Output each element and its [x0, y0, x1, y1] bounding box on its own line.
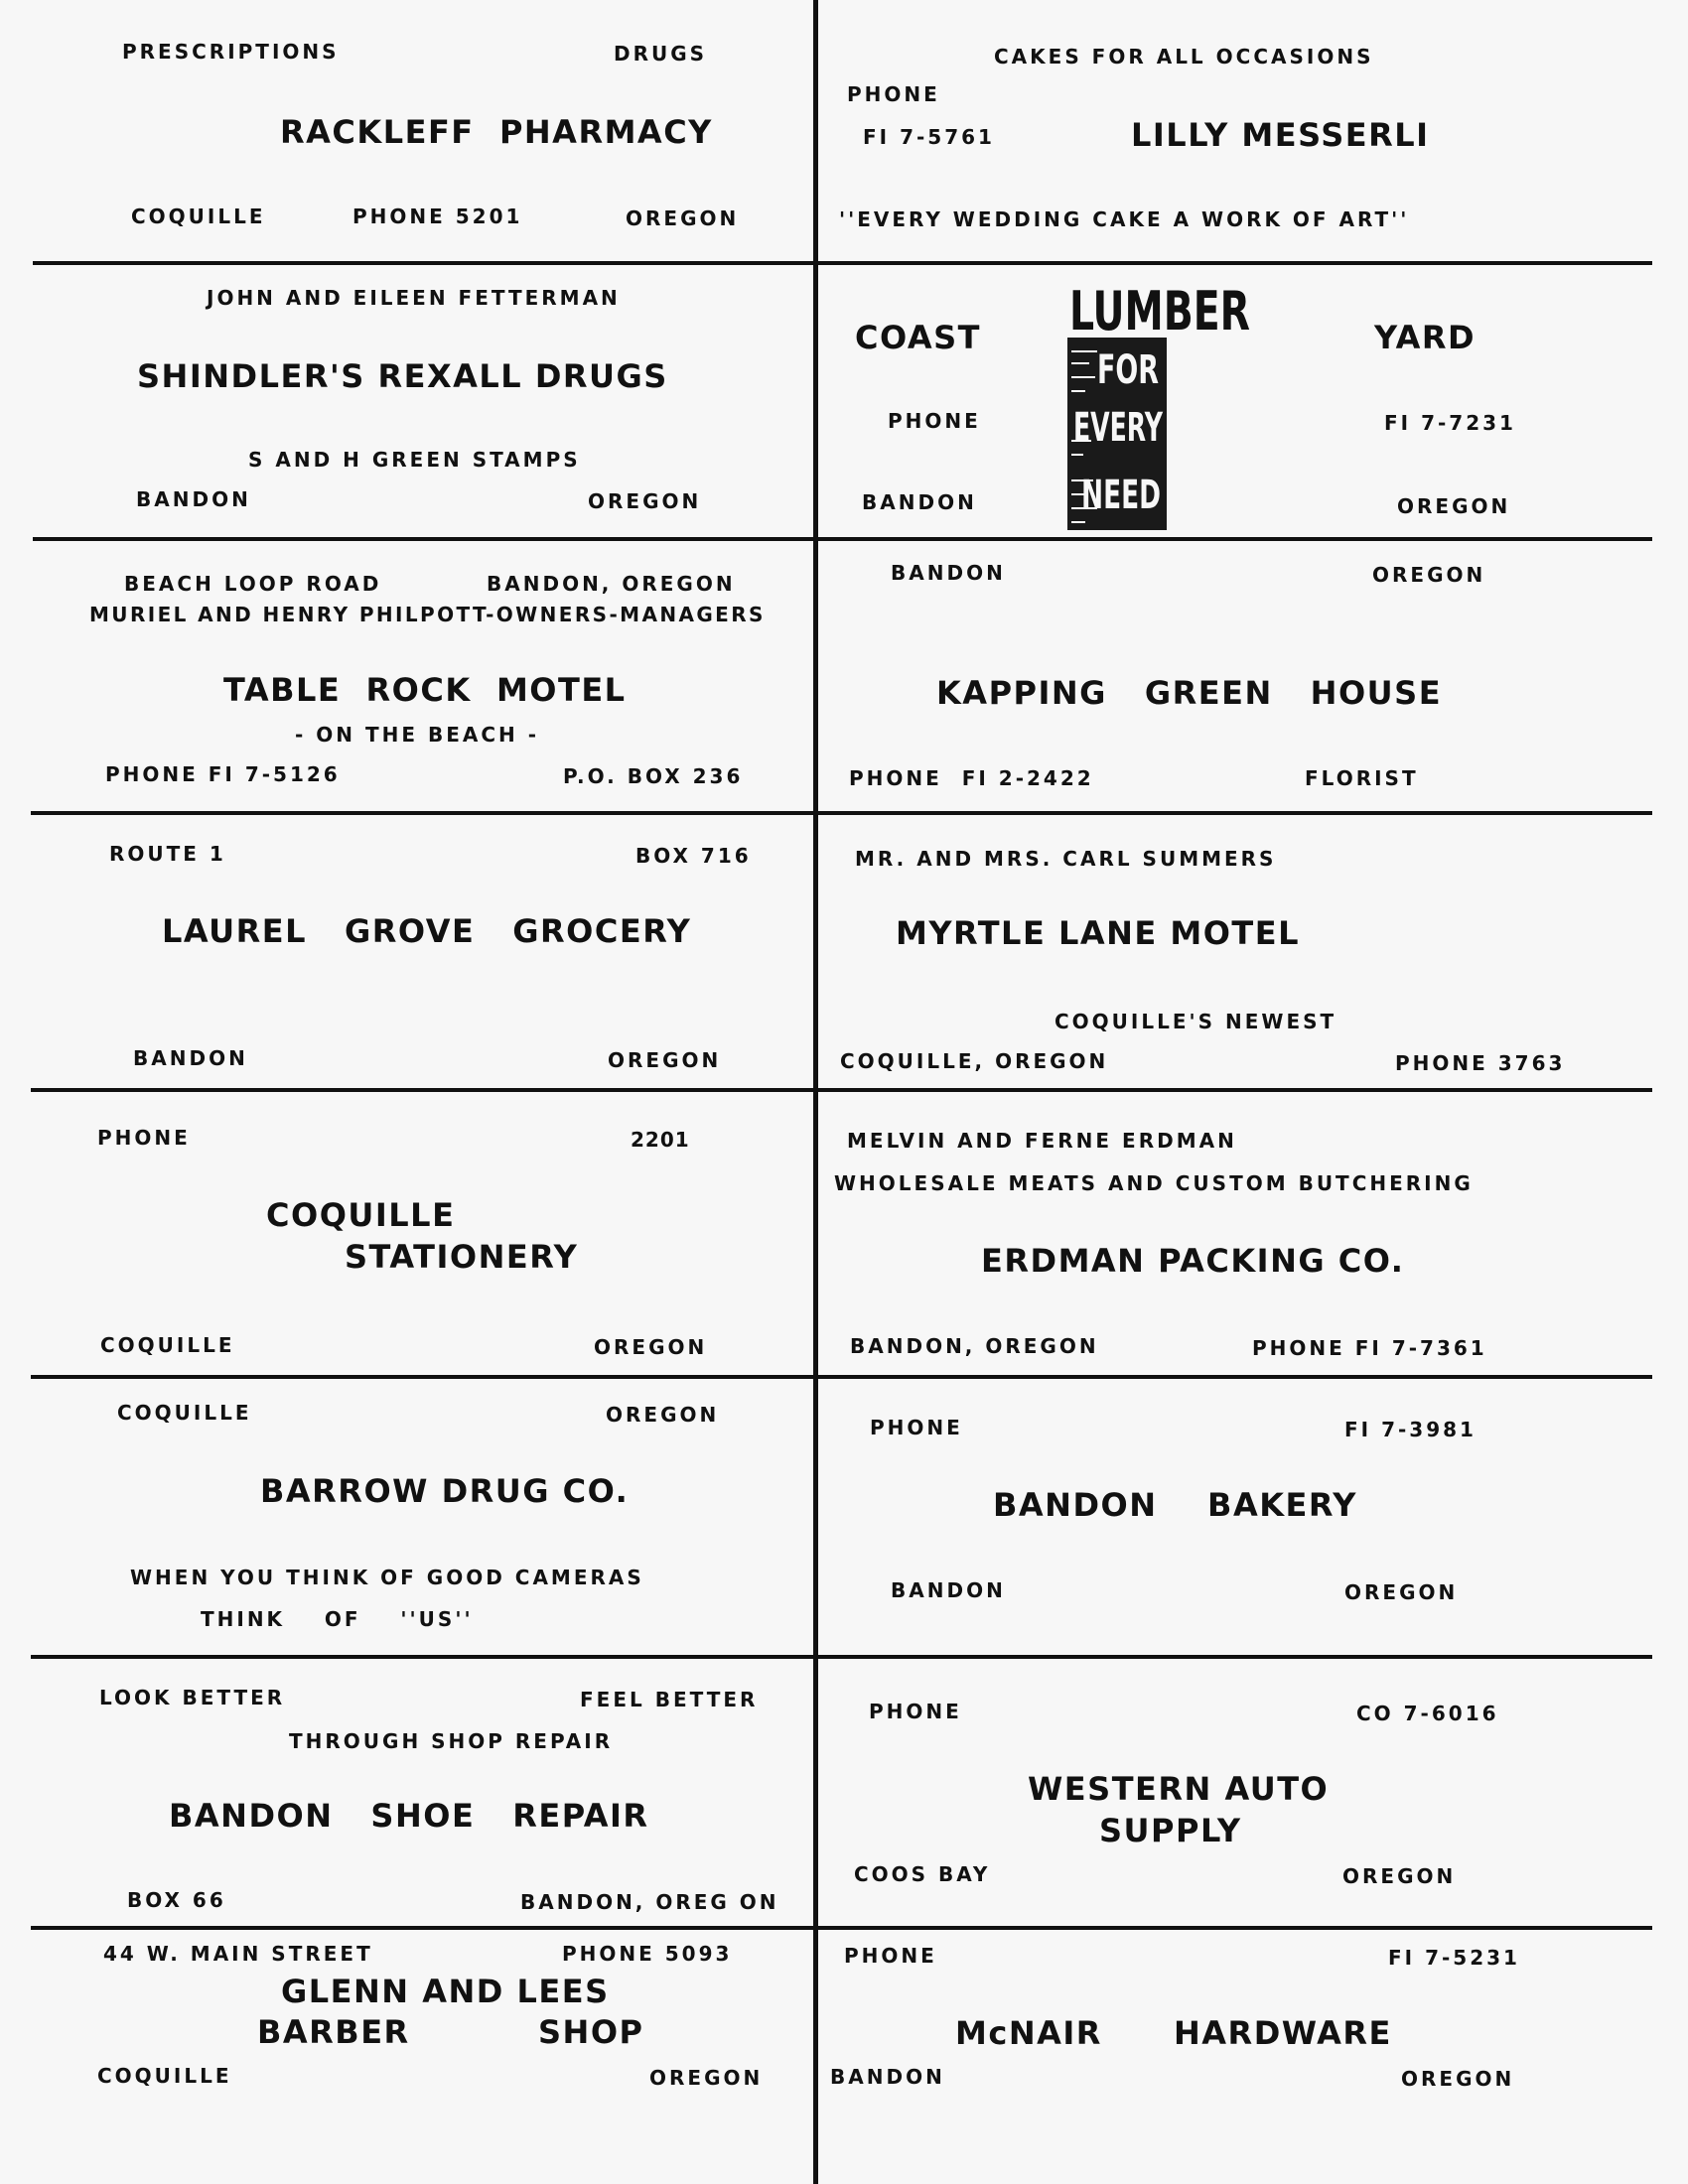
ad-city: COQUILLE: [97, 2064, 232, 2088]
ad-city-state: BANDON, OREGON: [487, 572, 736, 596]
ad-business-name: MYRTLE LANE MOTEL: [896, 914, 1300, 952]
ad-phone: PHONE 3763: [1395, 1051, 1566, 1075]
ad-business-name: SHINDLER'S REXALL DRUGS: [137, 357, 668, 395]
ad-business-name: BANDON SHOE REPAIR: [169, 1797, 649, 1835]
row-divider: [31, 1926, 1652, 1930]
ad-slogan: ''EVERY WEDDING CAKE A WORK OF ART'': [839, 207, 1410, 231]
ad-business-name: BANDON BAKERY: [993, 1486, 1357, 1524]
ad-city-state: COQUILLE, OREGON: [840, 1049, 1109, 1073]
ad-phone: PHONE FI 7-5126: [105, 762, 341, 786]
row-divider: [31, 1375, 1652, 1379]
ad-business-name: LILLY MESSERLI: [1131, 116, 1430, 154]
ad-top-right: DRUGS: [614, 42, 708, 66]
ad-state: OREGON: [594, 1335, 708, 1359]
ad-address: 44 W. MAIN STREET: [103, 1942, 373, 1966]
ad-phone: 2201: [631, 1128, 690, 1152]
ad-phone-label: PHONE: [869, 1700, 962, 1723]
ad-phone: PHONE 5093: [562, 1942, 733, 1966]
ad-business-name: TABLE ROCK MOTEL: [223, 671, 627, 709]
ad-state: OREGON: [608, 1048, 722, 1072]
ad-phone: FI 7-5761: [863, 125, 995, 149]
ad-state: OREGON: [1372, 563, 1486, 587]
ad-business-name-line1: GLENN AND LEES: [281, 1973, 610, 2010]
ad-owners: MR. AND MRS. CARL SUMMERS: [855, 847, 1277, 871]
ad-state: OREGON: [649, 2066, 764, 2090]
ad-phone: FI 7-3981: [1344, 1418, 1477, 1441]
ad-tagline: WHOLESALE MEATS AND CUSTOM BUTCHERING: [834, 1171, 1474, 1195]
ad-business-name-line2-left: BARBER: [257, 2013, 410, 2051]
ad-business-name: LAUREL GROVE GROCERY: [162, 912, 692, 950]
row-divider: [31, 811, 1652, 815]
ad-phone: PHONE FI 7-7361: [1252, 1336, 1487, 1360]
ad-city-state: BANDON, OREG ON: [520, 1890, 779, 1914]
ad-business-name-left: COAST: [855, 319, 981, 356]
ad-owners: JOHN AND EILEEN FETTERMAN: [207, 286, 621, 310]
ad-category: FLORIST: [1305, 766, 1419, 790]
ad-city: BANDON: [891, 561, 1006, 585]
ad-phone: PHONE 5201: [352, 205, 523, 228]
center-divider: [813, 0, 818, 2184]
ad-route: ROUTE 1: [109, 842, 226, 866]
ad-city: BANDON: [136, 487, 251, 511]
ad-box: BOX 716: [635, 844, 752, 868]
ad-city: BANDON: [891, 1578, 1006, 1602]
ad-tagline: - ON THE BEACH -: [295, 723, 540, 747]
ad-phone: FI 7-5231: [1388, 1946, 1520, 1970]
ad-state: OREGON: [1342, 1864, 1457, 1888]
ad-city: COQUILLE: [100, 1333, 235, 1357]
ad-slogan-left: LOOK BETTER: [99, 1686, 286, 1709]
ad-business-name-line1: COQUILLE: [266, 1196, 456, 1234]
ad-city-state: BANDON, OREGON: [850, 1334, 1099, 1358]
row-divider: [31, 1655, 1652, 1659]
ad-phone: FI 7-7231: [1384, 411, 1516, 435]
ad-address: BEACH LOOP ROAD: [124, 572, 382, 596]
ad-tagline: COQUILLE'S NEWEST: [1055, 1010, 1337, 1033]
ad-state: OREGON: [588, 489, 702, 513]
ad-city: BANDON: [133, 1046, 248, 1070]
ad-business-name-right: YARD: [1374, 319, 1477, 356]
lumber-logo-word: FOR: [1097, 347, 1159, 393]
ad-box: BOX 66: [127, 1888, 226, 1912]
ad-tagline-line2: THINK OF ''US'': [201, 1607, 474, 1631]
ad-tagline-line1: WHEN YOU THINK OF GOOD CAMERAS: [130, 1566, 644, 1589]
ad-business-name: RACKLEFF PHARMACY: [280, 113, 713, 151]
ad-business-name: ERDMAN PACKING CO.: [981, 1242, 1405, 1280]
ad-business-name-line2-right: SHOP: [538, 2013, 644, 2051]
lumber-logo-word: NEED: [1081, 473, 1161, 518]
ad-top-left: PRESCRIPTIONS: [122, 40, 340, 64]
ad-business-name-line1: WESTERN AUTO: [1028, 1770, 1330, 1808]
ad-city: BANDON: [862, 490, 977, 514]
ad-city: COQUILLE: [131, 205, 266, 228]
ad-city: COOS BAY: [854, 1862, 991, 1886]
ad-business-name-left: McNAIR: [955, 2014, 1102, 2052]
ad-phone: PHONE FI 2-2422: [849, 766, 1094, 790]
ad-business-name-line2: STATIONERY: [345, 1238, 579, 1276]
ad-city: BANDON: [830, 2065, 945, 2089]
lumber-logo-icon: [1067, 282, 1252, 532]
ad-owners: MURIEL AND HENRY PHILPOTT-OWNERS-MANAGERS: [89, 603, 766, 626]
ad-state: OREGON: [626, 206, 740, 230]
ad-business-name: KAPPING GREEN HOUSE: [936, 674, 1443, 712]
ad-state: OREGON: [1401, 2067, 1515, 2091]
ad-po-box: P.O. BOX 236: [563, 764, 744, 788]
ad-city: COQUILLE: [117, 1401, 252, 1425]
ad-business-name: BARROW DRUG CO.: [260, 1472, 630, 1510]
row-divider: [33, 537, 1652, 541]
ad-state: OREGON: [1344, 1580, 1459, 1604]
ad-slogan-right: FEEL BETTER: [580, 1688, 759, 1711]
ad-owners: MELVIN AND FERNE ERDMAN: [847, 1129, 1237, 1153]
ad-business-name-right: HARDWARE: [1174, 2014, 1392, 2052]
ad-state: OREGON: [606, 1403, 720, 1427]
lumber-logo-word: LUMBER: [1069, 280, 1250, 342]
ad-state: OREGON: [1397, 494, 1511, 518]
ad-phone-label: PHONE: [97, 1126, 191, 1150]
ad-phone-label: PHONE: [844, 1944, 937, 1968]
ad-phone-label: PHONE: [847, 82, 940, 106]
ad-phone-label: PHONE: [888, 409, 981, 433]
lumber-logo-word: EVERY: [1073, 405, 1164, 451]
ad-tagline: S AND H GREEN STAMPS: [248, 448, 581, 472]
row-divider: [33, 261, 1652, 265]
ad-phone-label: PHONE: [870, 1416, 963, 1439]
ad-tagline: CAKES FOR ALL OCCASIONS: [994, 45, 1374, 68]
ad-phone: CO 7-6016: [1356, 1702, 1499, 1725]
ad-tagline: THROUGH SHOP REPAIR: [289, 1729, 614, 1753]
row-divider: [31, 1088, 1652, 1092]
ad-business-name-line2: SUPPLY: [1099, 1812, 1242, 1849]
